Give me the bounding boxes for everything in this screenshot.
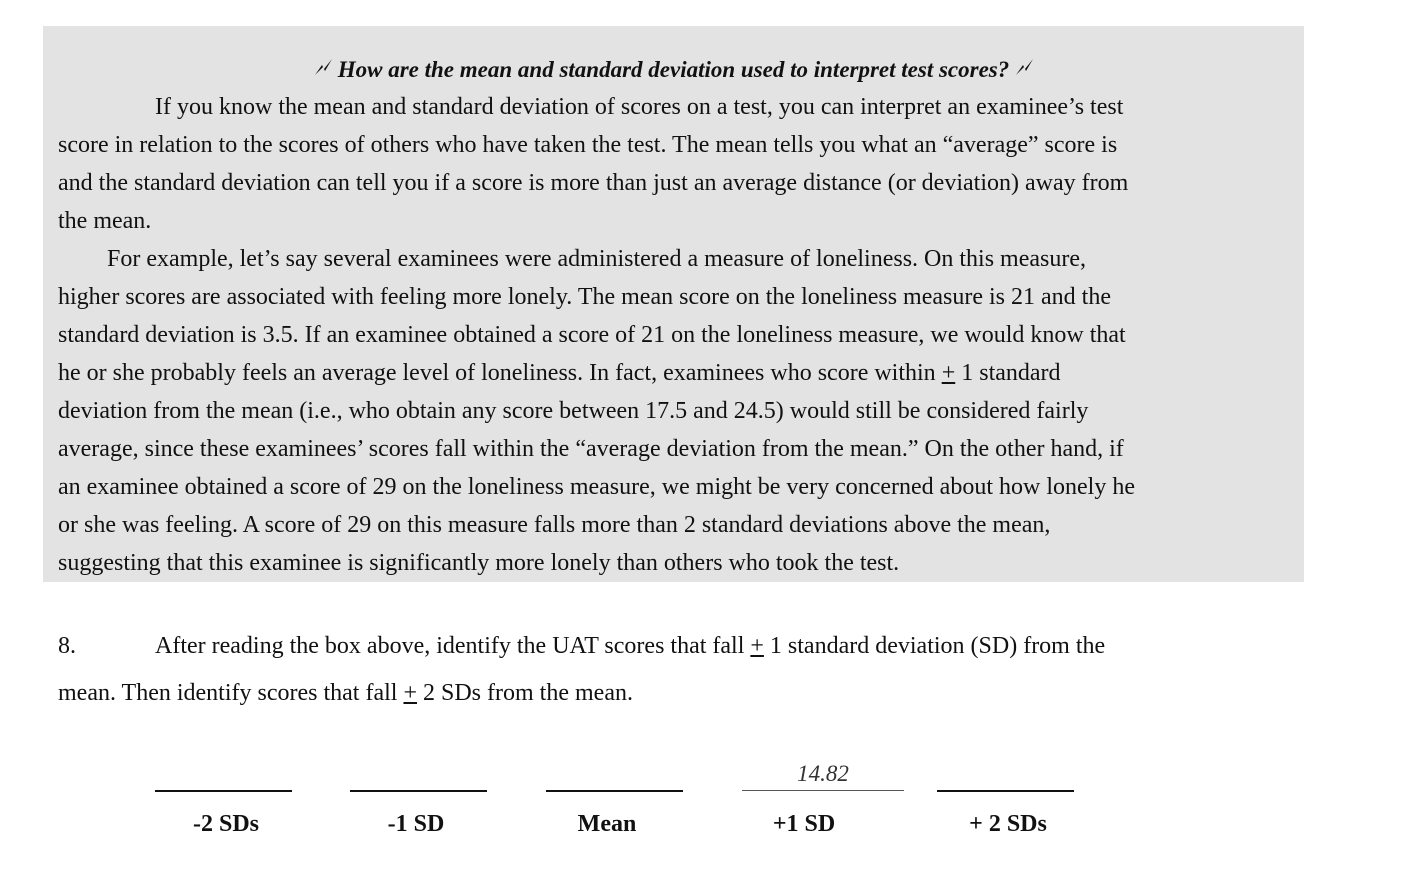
paragraph2-line: or she was feeling. A score of 29 on this measure falls more than 2 standard deviations above the mean,	[58, 512, 1051, 538]
paragraph2-line: standard deviation is 3.5. If an examinee obtained a score of 21 on the loneliness measure, we would know that	[58, 322, 1126, 348]
answer-value: 14.82	[797, 761, 849, 786]
line-text: 1 standard deviation (SD) from the	[763, 633, 1106, 659]
paragraph2-line	[58, 358, 1061, 388]
question-line	[58, 678, 633, 708]
answer-blank-mean[interactable]	[546, 760, 683, 792]
lightning-bolt-icon	[1013, 57, 1035, 83]
paragraph2-line: average, since these examinees’ scores fall within the “average deviation from the mean.” On the other hand, if	[58, 436, 1124, 462]
answer-blank-plus2sd[interactable]	[937, 760, 1074, 792]
paragraph2-line: suggesting that this examinee is significantly more lonely than others who took the test.	[58, 550, 900, 576]
box-title-text: How are the mean and standard deviation used to interpret test scores?	[337, 57, 1010, 82]
plus-minus-symbol: +	[750, 633, 764, 659]
line-text: 2 SDs from the mean.	[417, 680, 633, 706]
paragraph1-line: and the standard deviation can tell you if a score is more than just an average distance (or deviation) away from	[58, 170, 1129, 196]
label-minus2sd: -2 SDs	[192, 811, 259, 837]
paragraph1-line: If you know the mean and standard deviation of scores on a test, you can interpret an examinee’s test	[155, 94, 1124, 120]
label-plus1sd: +1 SD	[772, 811, 836, 837]
plus-minus-symbol: +	[941, 360, 956, 386]
line-text: he or she probably feels an average level of loneliness. In fact, examinees who score within	[58, 360, 942, 386]
answer-blank-plus1sd[interactable]	[742, 760, 904, 791]
paragraph2-line: For example, let’s say several examinees were administered a measure of loneliness. On this measure,	[107, 246, 1087, 272]
question-number: 8.	[58, 633, 76, 659]
paragraph2-line: higher scores are associated with feeling more lonely. The mean score on the loneliness measure is 21 and the	[58, 284, 1111, 310]
answer-blank-minus2sd[interactable]	[155, 760, 292, 792]
line-text: mean. Then identify scores that fall	[58, 680, 404, 706]
paragraph1-line: the mean.	[58, 208, 152, 234]
label-minus1sd: -1 SD	[387, 811, 445, 837]
line-text: After reading the box above, identify the UAT scores that fall	[155, 633, 751, 659]
label-mean: Mean	[577, 811, 637, 837]
line-text: 1 standard	[955, 360, 1061, 386]
box-title	[43, 57, 1304, 83]
paragraph2-line: deviation from the mean (i.e., who obtain any score between 17.5 and 24.5) would still be considered fairly	[58, 398, 1089, 424]
plus-minus-symbol: +	[403, 680, 417, 706]
lightning-bolt-icon	[312, 57, 334, 83]
answer-blank-minus1sd[interactable]	[350, 760, 487, 792]
paragraph2-line: an examinee obtained a score of 29 on the loneliness measure, we might be very concerned about how lonely he	[58, 474, 1135, 500]
paragraph1-line: score in relation to the scores of others who have taken the test. The mean tells you what an “average” score is	[58, 132, 1118, 158]
question-line	[155, 631, 1105, 661]
label-plus2sd: + 2 SDs	[969, 811, 1047, 837]
